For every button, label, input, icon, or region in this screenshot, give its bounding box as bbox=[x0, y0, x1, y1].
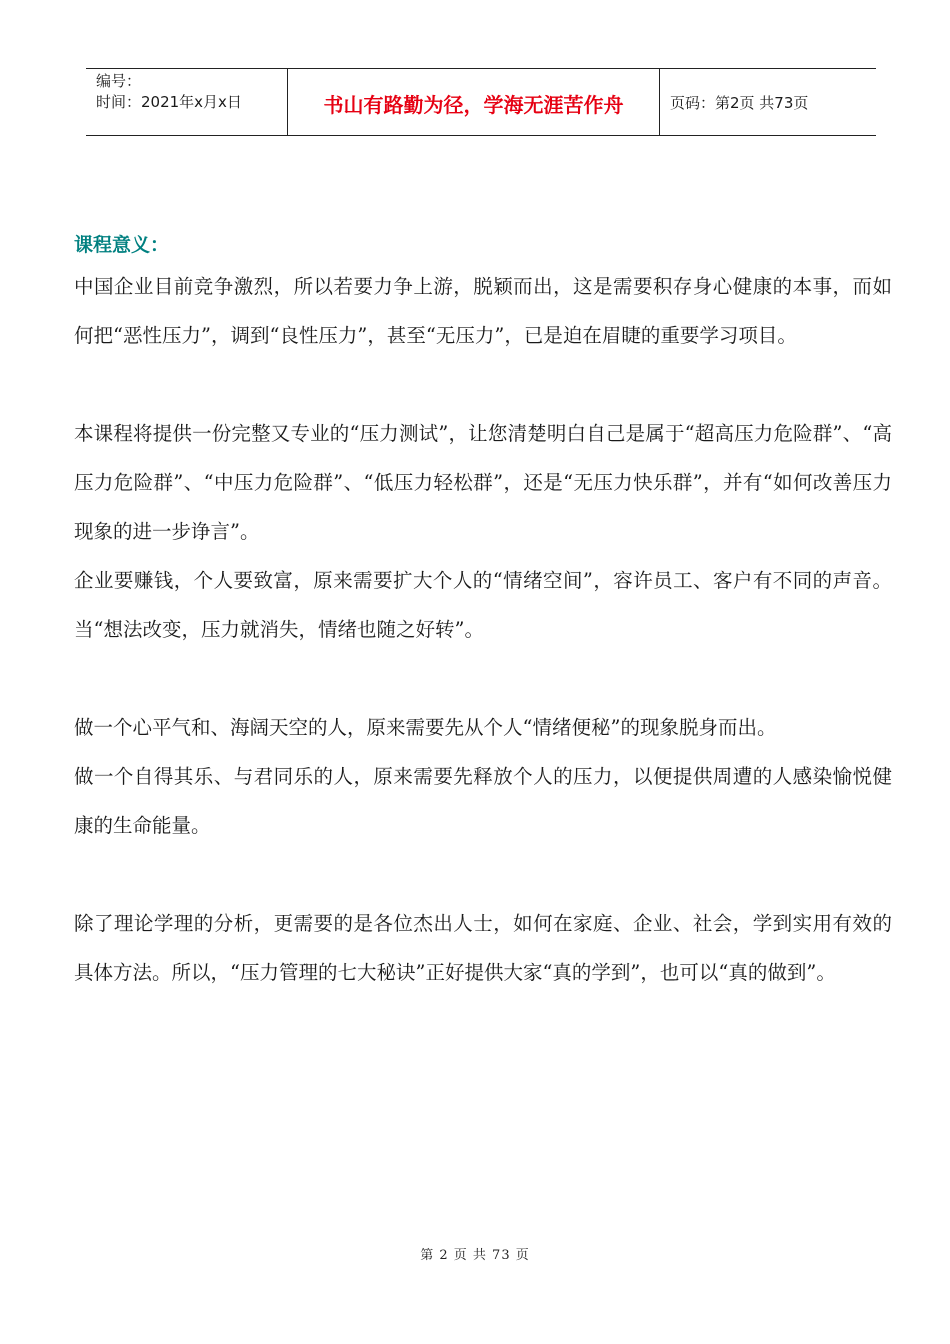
page-footer: 第 2 页 共 73 页 bbox=[420, 1248, 530, 1263]
paragraph-gap bbox=[74, 360, 892, 409]
paragraph: 做一个心平气和、海阔天空的人，原来需要先从个人“情绪便秘”的现象脱身而出。 bbox=[74, 716, 777, 739]
serial-number-label: 编号： bbox=[96, 72, 142, 90]
paragraph-gap bbox=[74, 654, 892, 703]
paragraph: 做一个自得其乐、与君同乐的人，原来需要先释放个人的压力，以便提供周遭的人感染愉悦健康的生命能量。 bbox=[74, 765, 892, 837]
header-meta bbox=[86, 69, 288, 135]
document-body bbox=[74, 228, 892, 997]
time-label: 时间：2021年x月x日 bbox=[96, 93, 242, 111]
paragraph-gap bbox=[74, 850, 892, 899]
document-header bbox=[86, 68, 876, 136]
paragraph: 企业要赚钱，个人要致富，原来需要扩大个人的“情绪空间”，容许员工、客户有不同的声音。当“想法改变，压力就消失，情绪也随之好转”。 bbox=[74, 569, 892, 641]
paragraph: 本课程将提供一份完整又专业的“压力测试”，让您清楚明白自己是属于“超高压力危险群”、“高压力危险群”、“中压力危险群”、“低压力轻松群”，还是“无压力快乐群”，并有“如何改善压力现象的进一步诤言”。 bbox=[74, 422, 892, 543]
header-page-info: 页码：第2页 共73页 bbox=[670, 93, 809, 112]
paragraph: 除了理论学理的分析，更需要的是各位杰出人士，如何在家庭、企业、社会，学到实用有效的具体方法。所以，“压力管理的七大秘诀”正好提供大家“真的学到”，也可以“真的做到”。 bbox=[74, 912, 892, 984]
section-title: 课程意义： bbox=[74, 234, 170, 256]
paragraph: 中国企业目前竞争激烈，所以若要力争上游，脱颖而出，这是需要积存身心健康的本事，而如何把“恶性压力”，调到“良性压力”，甚至“无压力”，已是迫在眉睫的重要学习项目。 bbox=[74, 275, 892, 347]
header-motto: 书山有路勤为径，学海无涯苦作舟 bbox=[288, 69, 660, 135]
